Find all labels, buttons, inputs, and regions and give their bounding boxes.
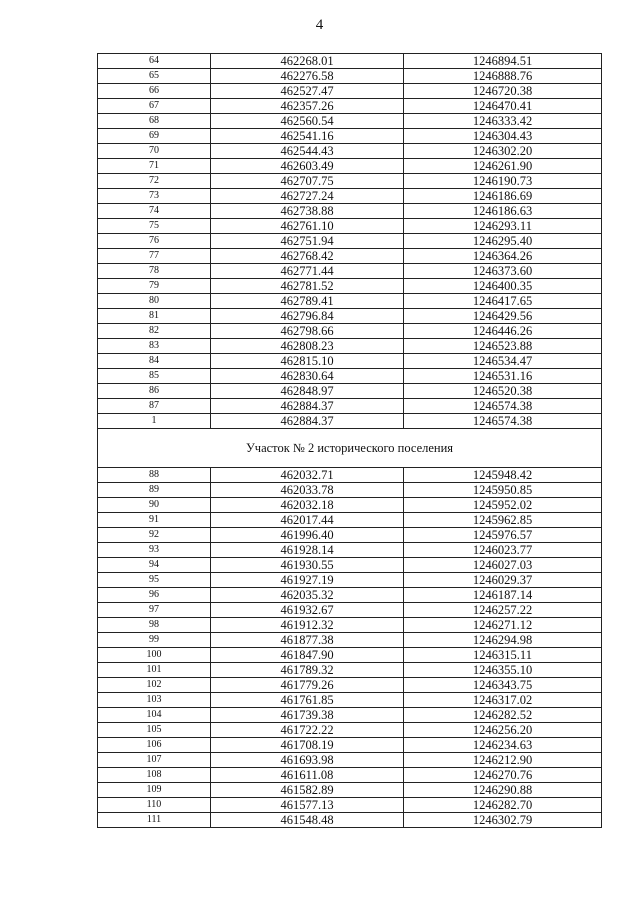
x-coordinate-cell: 462035.32 xyxy=(211,588,404,603)
point-number-cell: 89 xyxy=(98,483,211,498)
table-row xyxy=(98,723,602,738)
y-coordinate-cell: 1246302.20 xyxy=(404,144,602,159)
point-number-cell: 84 xyxy=(98,354,211,369)
x-coordinate-cell: 462884.37 xyxy=(211,399,404,414)
table-row xyxy=(98,558,602,573)
point-number-cell: 109 xyxy=(98,783,211,798)
y-coordinate-cell: 1246187.14 xyxy=(404,588,602,603)
y-coordinate-cell: 1246271.12 xyxy=(404,618,602,633)
y-coordinate-cell: 1246234.63 xyxy=(404,738,602,753)
table-row xyxy=(98,708,602,723)
point-number-cell: 107 xyxy=(98,753,211,768)
y-coordinate-cell: 1245950.85 xyxy=(404,483,602,498)
x-coordinate-cell: 461932.67 xyxy=(211,603,404,618)
y-coordinate-cell: 1246894.51 xyxy=(404,54,602,69)
y-coordinate-cell: 1246027.03 xyxy=(404,558,602,573)
table-row xyxy=(98,573,602,588)
table-row xyxy=(98,738,602,753)
x-coordinate-cell: 462707.75 xyxy=(211,174,404,189)
x-coordinate-cell: 461761.85 xyxy=(211,693,404,708)
point-number-cell: 91 xyxy=(98,513,211,528)
y-coordinate-cell: 1246400.35 xyxy=(404,279,602,294)
point-number-cell: 72 xyxy=(98,174,211,189)
point-number-cell: 77 xyxy=(98,249,211,264)
x-coordinate-cell: 462751.94 xyxy=(211,234,404,249)
y-coordinate-cell: 1246302.79 xyxy=(404,813,602,828)
point-number-cell: 105 xyxy=(98,723,211,738)
x-coordinate-cell: 462357.26 xyxy=(211,99,404,114)
y-coordinate-cell: 1246293.11 xyxy=(404,219,602,234)
point-number-cell: 1 xyxy=(98,414,211,429)
y-coordinate-cell: 1246304.43 xyxy=(404,129,602,144)
table-row xyxy=(98,234,602,249)
point-number-cell: 79 xyxy=(98,279,211,294)
x-coordinate-cell: 462033.78 xyxy=(211,483,404,498)
table-row xyxy=(98,528,602,543)
x-coordinate-cell: 461739.38 xyxy=(211,708,404,723)
point-number-cell: 103 xyxy=(98,693,211,708)
x-coordinate-cell: 462781.52 xyxy=(211,279,404,294)
point-number-cell: 83 xyxy=(98,339,211,354)
y-coordinate-cell: 1246029.37 xyxy=(404,573,602,588)
point-number-cell: 106 xyxy=(98,738,211,753)
table-body-section-2 xyxy=(98,468,602,828)
table-row xyxy=(98,279,602,294)
table-row xyxy=(98,414,602,429)
y-coordinate-cell: 1246282.52 xyxy=(404,708,602,723)
y-coordinate-cell: 1246574.38 xyxy=(404,399,602,414)
x-coordinate-cell: 461708.19 xyxy=(211,738,404,753)
x-coordinate-cell: 461930.55 xyxy=(211,558,404,573)
table-row xyxy=(98,264,602,279)
table-row xyxy=(98,339,602,354)
y-coordinate-cell: 1246523.88 xyxy=(404,339,602,354)
table-row xyxy=(98,354,602,369)
y-coordinate-cell: 1246888.76 xyxy=(404,69,602,84)
point-number-cell: 67 xyxy=(98,99,211,114)
table-row xyxy=(98,468,602,483)
table-body-section-header xyxy=(98,429,602,468)
point-number-cell: 76 xyxy=(98,234,211,249)
point-number-cell: 100 xyxy=(98,648,211,663)
table-row xyxy=(98,498,602,513)
table-row xyxy=(98,99,602,114)
y-coordinate-cell: 1246295.40 xyxy=(404,234,602,249)
y-coordinate-cell: 1246257.22 xyxy=(404,603,602,618)
x-coordinate-cell: 462727.24 xyxy=(211,189,404,204)
y-coordinate-cell: 1246023.77 xyxy=(404,543,602,558)
point-number-cell: 98 xyxy=(98,618,211,633)
table-row xyxy=(98,633,602,648)
table-row xyxy=(98,369,602,384)
table-body-section-1 xyxy=(98,54,602,429)
y-coordinate-cell: 1246190.73 xyxy=(404,174,602,189)
x-coordinate-cell: 462017.44 xyxy=(211,513,404,528)
y-coordinate-cell: 1245962.85 xyxy=(404,513,602,528)
table-row xyxy=(98,144,602,159)
table-row xyxy=(98,114,602,129)
point-number-cell: 95 xyxy=(98,573,211,588)
x-coordinate-cell: 462771.44 xyxy=(211,264,404,279)
page-number: 4 xyxy=(315,17,324,33)
x-coordinate-cell: 462560.54 xyxy=(211,114,404,129)
x-coordinate-cell: 462761.10 xyxy=(211,219,404,234)
y-coordinate-cell: 1246261.90 xyxy=(404,159,602,174)
point-number-cell: 85 xyxy=(98,369,211,384)
y-coordinate-cell: 1246270.76 xyxy=(404,768,602,783)
point-number-cell: 73 xyxy=(98,189,211,204)
table-row xyxy=(98,294,602,309)
x-coordinate-cell: 461779.26 xyxy=(211,678,404,693)
y-coordinate-cell: 1246290.88 xyxy=(404,783,602,798)
table-row xyxy=(98,678,602,693)
x-coordinate-cell: 461912.32 xyxy=(211,618,404,633)
point-number-cell: 87 xyxy=(98,399,211,414)
point-number-cell: 93 xyxy=(98,543,211,558)
y-coordinate-cell: 1246446.26 xyxy=(404,324,602,339)
y-coordinate-cell: 1246343.75 xyxy=(404,678,602,693)
x-coordinate-cell: 461928.14 xyxy=(211,543,404,558)
y-coordinate-cell: 1246355.10 xyxy=(404,663,602,678)
x-coordinate-cell: 461577.13 xyxy=(211,798,404,813)
table-row xyxy=(98,693,602,708)
point-number-cell: 78 xyxy=(98,264,211,279)
x-coordinate-cell: 462268.01 xyxy=(211,54,404,69)
y-coordinate-cell: 1246364.26 xyxy=(404,249,602,264)
x-coordinate-cell: 462603.49 xyxy=(211,159,404,174)
table-row xyxy=(98,189,602,204)
y-coordinate-cell: 1246317.02 xyxy=(404,693,602,708)
point-number-cell: 92 xyxy=(98,528,211,543)
y-coordinate-cell: 1246294.98 xyxy=(404,633,602,648)
y-coordinate-cell: 1245948.42 xyxy=(404,468,602,483)
x-coordinate-cell: 461927.19 xyxy=(211,573,404,588)
point-number-cell: 68 xyxy=(98,114,211,129)
x-coordinate-cell: 461789.32 xyxy=(211,663,404,678)
table-row xyxy=(98,69,602,84)
table-row xyxy=(98,219,602,234)
table-row xyxy=(98,249,602,264)
x-coordinate-cell: 462276.58 xyxy=(211,69,404,84)
y-coordinate-cell: 1246429.56 xyxy=(404,309,602,324)
table-row xyxy=(98,159,602,174)
table-row xyxy=(98,543,602,558)
x-coordinate-cell: 462789.41 xyxy=(211,294,404,309)
table-row xyxy=(98,399,602,414)
x-coordinate-cell: 462768.42 xyxy=(211,249,404,264)
x-coordinate-cell: 462541.16 xyxy=(211,129,404,144)
x-coordinate-cell: 461548.48 xyxy=(211,813,404,828)
y-coordinate-cell: 1246531.16 xyxy=(404,369,602,384)
y-coordinate-cell: 1245952.02 xyxy=(404,498,602,513)
y-coordinate-cell: 1246720.38 xyxy=(404,84,602,99)
x-coordinate-cell: 461693.98 xyxy=(211,753,404,768)
table-row xyxy=(98,309,602,324)
table-row xyxy=(98,174,602,189)
y-coordinate-cell: 1246212.90 xyxy=(404,753,602,768)
table-row xyxy=(98,798,602,813)
table-row xyxy=(98,129,602,144)
x-coordinate-cell: 462032.18 xyxy=(211,498,404,513)
point-number-cell: 101 xyxy=(98,663,211,678)
table-row xyxy=(98,588,602,603)
y-coordinate-cell: 1246574.38 xyxy=(404,414,602,429)
table-row xyxy=(98,483,602,498)
point-number-cell: 66 xyxy=(98,84,211,99)
table-row xyxy=(98,603,602,618)
x-coordinate-cell: 462815.10 xyxy=(211,354,404,369)
x-coordinate-cell: 462544.43 xyxy=(211,144,404,159)
point-number-cell: 90 xyxy=(98,498,211,513)
point-number-cell: 96 xyxy=(98,588,211,603)
x-coordinate-cell: 461611.08 xyxy=(211,768,404,783)
section-header-row xyxy=(98,429,602,468)
point-number-cell: 80 xyxy=(98,294,211,309)
x-coordinate-cell: 462884.37 xyxy=(211,414,404,429)
table-row xyxy=(98,813,602,828)
point-number-cell: 102 xyxy=(98,678,211,693)
table-row xyxy=(98,513,602,528)
x-coordinate-cell: 462808.23 xyxy=(211,339,404,354)
table-row xyxy=(98,204,602,219)
point-number-cell: 74 xyxy=(98,204,211,219)
point-number-cell: 65 xyxy=(98,69,211,84)
point-number-cell: 70 xyxy=(98,144,211,159)
table-row xyxy=(98,783,602,798)
x-coordinate-cell: 461722.22 xyxy=(211,723,404,738)
point-number-cell: 71 xyxy=(98,159,211,174)
point-number-cell: 86 xyxy=(98,384,211,399)
y-coordinate-cell: 1245976.57 xyxy=(404,528,602,543)
x-coordinate-cell: 462527.47 xyxy=(211,84,404,99)
point-number-cell: 108 xyxy=(98,768,211,783)
point-number-cell: 82 xyxy=(98,324,211,339)
table-row xyxy=(98,324,602,339)
y-coordinate-cell: 1246186.69 xyxy=(404,189,602,204)
table-row xyxy=(98,648,602,663)
point-number-cell: 110 xyxy=(98,798,211,813)
table-row xyxy=(98,663,602,678)
y-coordinate-cell: 1246520.38 xyxy=(404,384,602,399)
y-coordinate-cell: 1246373.60 xyxy=(404,264,602,279)
y-coordinate-cell: 1246282.70 xyxy=(404,798,602,813)
table-row xyxy=(98,84,602,99)
coordinates-table xyxy=(97,53,602,828)
x-coordinate-cell: 461877.38 xyxy=(211,633,404,648)
point-number-cell: 69 xyxy=(98,129,211,144)
point-number-cell: 81 xyxy=(98,309,211,324)
y-coordinate-cell: 1246417.65 xyxy=(404,294,602,309)
point-number-cell: 94 xyxy=(98,558,211,573)
point-number-cell: 97 xyxy=(98,603,211,618)
table-row xyxy=(98,618,602,633)
y-coordinate-cell: 1246315.11 xyxy=(404,648,602,663)
y-coordinate-cell: 1246186.63 xyxy=(404,204,602,219)
x-coordinate-cell: 461582.89 xyxy=(211,783,404,798)
point-number-cell: 99 xyxy=(98,633,211,648)
section-header-title: Участок № 2 исторического поселения xyxy=(98,429,602,468)
y-coordinate-cell: 1246256.20 xyxy=(404,723,602,738)
x-coordinate-cell: 461847.90 xyxy=(211,648,404,663)
x-coordinate-cell: 461996.40 xyxy=(211,528,404,543)
point-number-cell: 75 xyxy=(98,219,211,234)
table-row xyxy=(98,384,602,399)
x-coordinate-cell: 462830.64 xyxy=(211,369,404,384)
y-coordinate-cell: 1246534.47 xyxy=(404,354,602,369)
x-coordinate-cell: 462798.66 xyxy=(211,324,404,339)
x-coordinate-cell: 462738.88 xyxy=(211,204,404,219)
y-coordinate-cell: 1246470.41 xyxy=(404,99,602,114)
point-number-cell: 64 xyxy=(98,54,211,69)
x-coordinate-cell: 462848.97 xyxy=(211,384,404,399)
table-row xyxy=(98,768,602,783)
table-row xyxy=(98,54,602,69)
point-number-cell: 111 xyxy=(98,813,211,828)
x-coordinate-cell: 462032.71 xyxy=(211,468,404,483)
point-number-cell: 88 xyxy=(98,468,211,483)
table-row xyxy=(98,753,602,768)
point-number-cell: 104 xyxy=(98,708,211,723)
x-coordinate-cell: 462796.84 xyxy=(211,309,404,324)
y-coordinate-cell: 1246333.42 xyxy=(404,114,602,129)
